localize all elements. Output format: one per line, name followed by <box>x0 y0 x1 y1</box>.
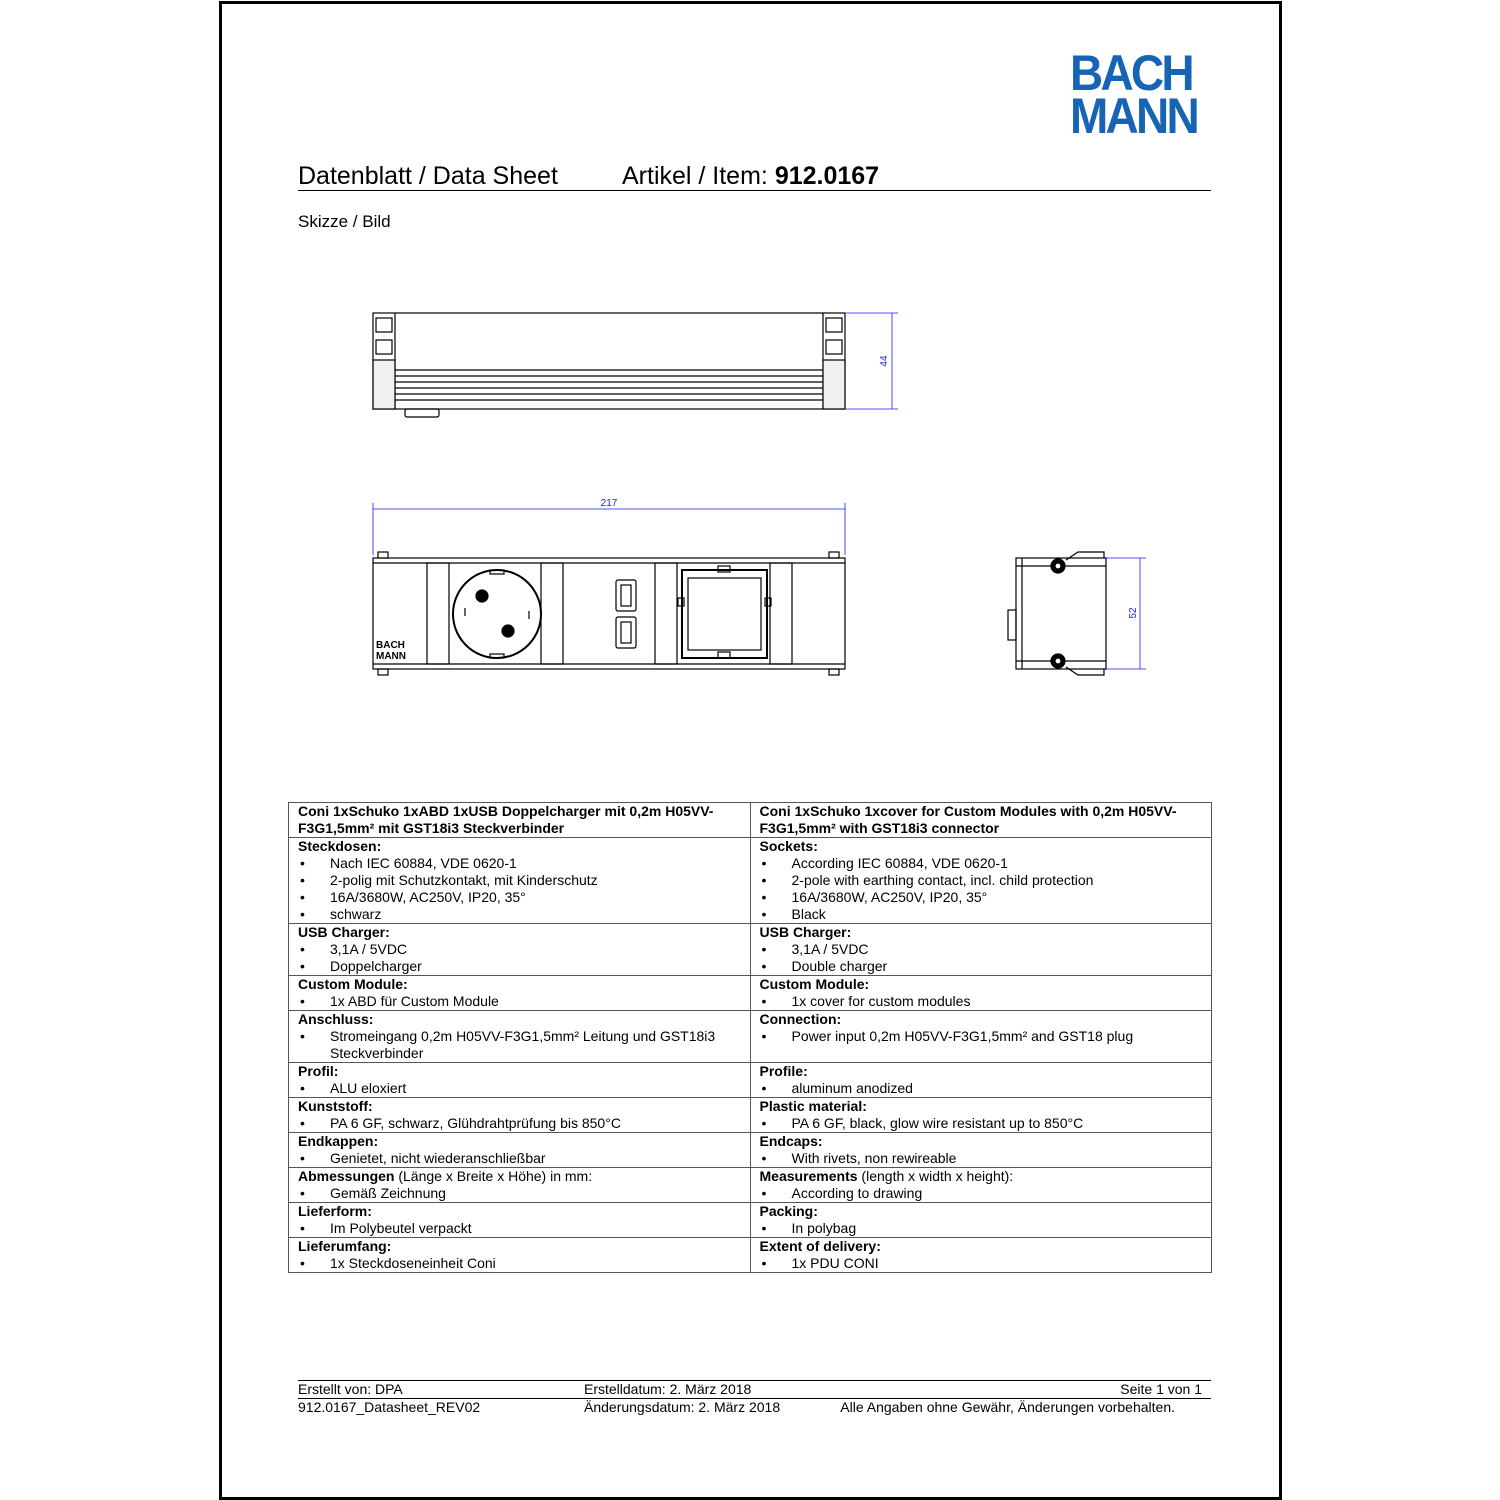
list-item: • Double charger <box>760 958 1203 975</box>
spec-heading <box>298 1203 741 1220</box>
spec-heading-label: Endkappen: <box>298 1133 379 1149</box>
list-item: • According to drawing <box>760 1185 1203 1202</box>
table-title-row <box>289 803 1212 838</box>
spec-list <box>760 855 1203 923</box>
dimension-length-label: 217 <box>600 498 618 509</box>
spec-heading <box>760 1011 1203 1028</box>
dimension-height <box>845 313 898 409</box>
spec-list <box>298 1080 741 1097</box>
spec-heading-label: Steckdosen: <box>298 838 382 854</box>
list-item: • PA 6 GF, black, glow wire resistant up to 850°C <box>760 1115 1203 1132</box>
created-date: Erstelldatum: 2. März 2018 <box>584 1381 752 1397</box>
table-row <box>289 1098 1212 1133</box>
list-item: • 3,1A / 5VDC <box>298 941 741 958</box>
spec-heading <box>760 1203 1203 1220</box>
table-row <box>289 1238 1212 1273</box>
list-item: • schwarz <box>298 906 741 923</box>
front-logo-line-1: BACH <box>376 640 405 651</box>
list-item: • With rivets, non rewireable <box>760 1150 1203 1167</box>
doc-type: Datenblatt / Data Sheet <box>298 162 558 190</box>
footer-row-2 <box>298 1399 1211 1416</box>
spec-heading-label: Packing: <box>759 1203 818 1219</box>
dimension-length <box>373 503 845 555</box>
spec-heading-label: Kunststoff: <box>298 1098 373 1114</box>
list-item: • 16A/3680W, AC250V, IP20, 35° <box>298 889 741 906</box>
spec-cell-en <box>750 1063 1212 1098</box>
list-item: • 2-pole with earthing contact, incl. child protection <box>760 872 1203 889</box>
changed-date: Änderungsdatum: 2. März 2018 <box>584 1399 781 1415</box>
list-item: • Genietet, nicht wiederanschließbar <box>298 1150 741 1167</box>
list-item: • Power input 0,2m H05VV-F3G1,5mm² and GST18 plug <box>760 1028 1203 1045</box>
spec-heading <box>298 1063 741 1080</box>
file-name: 912.0167_Datasheet_REV02 <box>298 1399 481 1415</box>
spec-heading <box>760 1063 1203 1080</box>
list-item: • 3,1A / 5VDC <box>760 941 1203 958</box>
spec-heading-label: Profil: <box>298 1063 339 1079</box>
spec-cell-en <box>750 838 1212 924</box>
spec-list <box>298 1150 741 1167</box>
spec-list <box>298 1220 741 1237</box>
side-view <box>1008 552 1106 675</box>
spec-heading-label: Custom Module: <box>759 976 870 992</box>
title-en: Coni 1xSchuko 1xcover for Custom Modules with 0,2m H05VV-F3G1,5mm² with GST18i3 connector <box>750 803 1212 838</box>
top-view <box>373 313 845 417</box>
spec-cell-en <box>750 1011 1212 1063</box>
spec-cell-de <box>289 1063 751 1098</box>
logo-line-1: BACH <box>1070 45 1192 101</box>
list-item: • aluminum anodized <box>760 1080 1203 1097</box>
spec-heading <box>298 1238 741 1255</box>
schuko-socket <box>453 570 541 658</box>
spec-list <box>760 1255 1203 1272</box>
spec-rows <box>289 838 1212 1273</box>
spec-list <box>760 1220 1203 1237</box>
spec-heading-label: Plastic material: <box>759 1098 867 1114</box>
list-item: • ALU eloxiert <box>298 1080 741 1097</box>
title-de: Coni 1xSchuko 1xABD 1xUSB Doppelcharger mit 0,2m H05VV-F3G1,5mm² mit GST18i3 Steckverbinder <box>289 803 751 838</box>
spec-cell-en <box>750 1203 1212 1238</box>
spec-heading-label: Measurements <box>759 1168 858 1184</box>
front-view-body <box>373 558 845 669</box>
spec-list <box>760 1185 1203 1202</box>
spec-heading-label: Lieferumfang: <box>298 1238 392 1254</box>
spec-cell-en <box>750 976 1212 1011</box>
list-item: • 16A/3680W, AC250V, IP20, 35° <box>760 889 1203 906</box>
table-row <box>289 1168 1212 1203</box>
front-logo-line-2: MANN <box>376 651 406 662</box>
spec-heading-label: USB Charger: <box>759 924 852 940</box>
dimension-height-label: 44 <box>879 355 890 367</box>
table-row <box>289 838 1212 924</box>
spec-heading <box>298 924 741 941</box>
spec-list <box>298 1028 741 1062</box>
spec-cell-de <box>289 1098 751 1133</box>
spec-heading-suffix: (Länge x Breite x Höhe) in mm: <box>394 1168 593 1184</box>
spec-cell-de <box>289 838 751 924</box>
spec-list <box>298 1115 741 1132</box>
spec-list <box>760 1115 1203 1132</box>
spec-cell-de <box>289 924 751 976</box>
spec-heading <box>760 924 1203 941</box>
spec-heading <box>298 1133 741 1150</box>
spec-list <box>760 1028 1203 1045</box>
spec-heading-label: Abmessungen <box>298 1168 395 1184</box>
spec-cell-de <box>289 1238 751 1273</box>
table-row <box>289 924 1212 976</box>
custom-module-cover <box>682 570 767 658</box>
table-row <box>289 1203 1212 1238</box>
spec-cell-de <box>289 976 751 1011</box>
spec-cell-en <box>750 1238 1212 1273</box>
item-label: Artikel / Item: <box>622 162 775 190</box>
list-item: • 1x Steckdoseneinheit Coni <box>298 1255 741 1272</box>
list-item: • Gemäß Zeichnung <box>298 1185 741 1202</box>
list-item: • According IEC 60884, VDE 0620-1 <box>760 855 1203 872</box>
spec-heading <box>760 1168 1203 1185</box>
spec-heading <box>298 1098 741 1115</box>
spec-cell-en <box>750 1168 1212 1203</box>
page-number: Seite 1 von 1 <box>1120 1381 1202 1397</box>
spec-heading <box>298 1168 741 1185</box>
table-row <box>289 976 1212 1011</box>
spec-heading <box>760 976 1203 993</box>
spec-list <box>760 993 1203 1010</box>
spec-list <box>760 941 1203 975</box>
spec-list <box>298 941 741 975</box>
spec-heading-label: USB Charger: <box>298 924 390 940</box>
spec-list <box>760 1080 1203 1097</box>
spec-heading <box>760 1098 1203 1115</box>
spec-heading-label: Endcaps: <box>759 1133 823 1149</box>
spec-heading <box>298 838 741 855</box>
footer-row-1 <box>298 1380 1211 1399</box>
spec-table <box>288 802 1212 1273</box>
spec-list <box>760 1150 1203 1167</box>
spec-cell-de <box>289 1168 751 1203</box>
created-by: Erstellt von: DPA <box>298 1381 403 1397</box>
list-item: • Doppelcharger <box>298 958 741 975</box>
list-item: • 1x cover for custom modules <box>760 993 1203 1010</box>
table-row <box>289 1063 1212 1098</box>
spec-cell-en <box>750 1133 1212 1168</box>
list-item: • PA 6 GF, schwarz, Glühdrahtprüfung bis 850°C <box>298 1115 741 1132</box>
spec-heading-label: Connection: <box>759 1011 842 1027</box>
spec-heading-label: Lieferform: <box>298 1203 372 1219</box>
list-item: • 2-polig mit Schutzkontakt, mit Kinderschutz <box>298 872 741 889</box>
spec-cell-de <box>289 1133 751 1168</box>
spec-list <box>298 855 741 923</box>
spec-list <box>298 1185 741 1202</box>
item-number: 912.0167 <box>774 162 880 190</box>
document-footer <box>298 1380 1211 1416</box>
spec-heading-suffix: (length x width x height): <box>857 1168 1014 1184</box>
table-row <box>289 1133 1212 1168</box>
list-item: • In polybag <box>760 1220 1203 1237</box>
logo-line-2: MANN <box>1070 88 1197 144</box>
list-item: • Stromeingang 0,2m H05VV-F3G1,5mm² Leitung und GST18i3 Steckverbinder <box>298 1028 741 1062</box>
dimension-side <box>1106 558 1146 669</box>
spec-heading-label: Extent of delivery: <box>759 1238 881 1254</box>
list-item: • 1x PDU CONI <box>760 1255 1203 1272</box>
list-item: • 1x ABD für Custom Module <box>298 993 741 1010</box>
spec-heading-label: Anschluss: <box>298 1011 374 1027</box>
spec-heading <box>760 1133 1203 1150</box>
spec-heading <box>298 976 741 993</box>
spec-heading <box>760 838 1203 855</box>
list-item: • Nach IEC 60884, VDE 0620-1 <box>298 855 741 872</box>
side-view-body <box>1016 558 1106 669</box>
spec-cell-de <box>289 1011 751 1063</box>
spec-list <box>298 993 741 1010</box>
spec-heading-label: Profile: <box>759 1063 808 1079</box>
spec-heading <box>298 1011 741 1028</box>
spec-cell-de <box>289 1203 751 1238</box>
spec-heading-label: Sockets: <box>759 838 818 854</box>
table-row <box>289 1011 1212 1063</box>
dimension-side-label: 52 <box>1128 607 1139 619</box>
section-label: Skizze / Bild <box>298 212 391 231</box>
front-view <box>373 552 845 675</box>
spec-cell-en <box>750 1098 1212 1133</box>
spec-heading <box>760 1238 1203 1255</box>
list-item: • Black <box>760 906 1203 923</box>
spec-list <box>298 1255 741 1272</box>
list-item: • Im Polybeutel verpackt <box>298 1220 741 1237</box>
disclaimer: Alle Angaben ohne Gewähr, Änderungen vorbehalten. <box>840 1399 1175 1415</box>
spec-cell-en <box>750 924 1212 976</box>
spec-heading-label: Custom Module: <box>298 976 408 992</box>
